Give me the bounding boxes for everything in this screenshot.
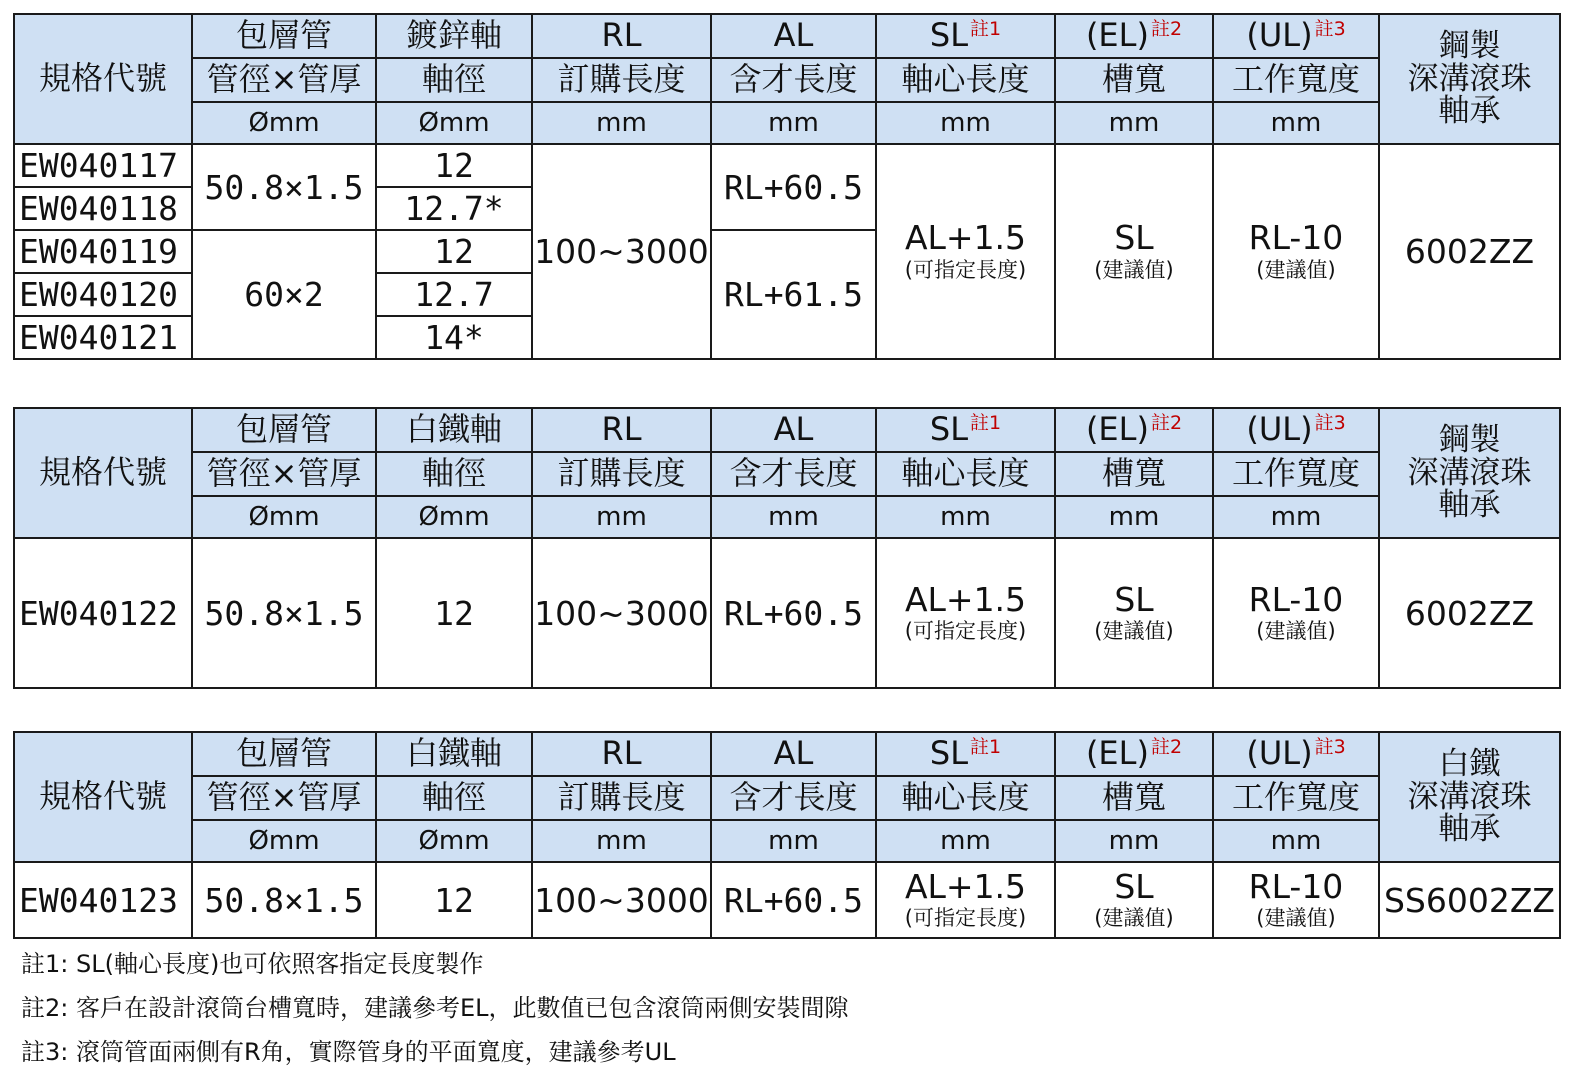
ul-cell: RL-10 (建議值) <box>1213 538 1379 688</box>
header-shaft-material: 白鐵軸 <box>376 732 532 776</box>
shaft-cell: 12 <box>376 144 532 187</box>
code-cell: EW040123 <box>14 862 192 938</box>
unit-tube: Ømm <box>192 496 376 538</box>
header-shaft-dim: 軸徑 <box>376 58 532 102</box>
note1-marker: 註1 <box>970 735 1002 758</box>
header-tube-dim: 管徑×管厚 <box>192 776 376 820</box>
sl-cell: AL+1.5 (可指定長度) <box>876 862 1055 938</box>
unit-al: mm <box>711 496 876 538</box>
header-al: AL <box>711 732 876 776</box>
header-ul-desc: 工作寬度 <box>1213 58 1379 102</box>
header-tube: 包層管 <box>192 14 376 58</box>
unit-shaft: Ømm <box>376 102 532 144</box>
rl-cell: 100~3000 <box>532 538 711 688</box>
al-cell: RL+60.5 <box>711 862 876 938</box>
code-cell: EW040122 <box>14 538 192 688</box>
bearing-cell: SS6002ZZ <box>1379 862 1560 938</box>
unit-al: mm <box>711 102 876 144</box>
footnotes <box>21 942 849 1074</box>
header-ul: (UL) $^{註3}$ <box>1213 732 1379 776</box>
shaft-cell: 12 <box>376 230 532 273</box>
header-ul: (UL) $^{註3}$ <box>1213 408 1379 452</box>
unit-sl: mm <box>876 820 1055 862</box>
header-shaft-dim: 軸徑 <box>376 776 532 820</box>
shaft-cell: 12.7* <box>376 187 532 230</box>
header-shaft-material: 鍍鋅軸 <box>376 14 532 58</box>
al-cell: RL+61.5 <box>711 230 876 359</box>
rl-cell: 100~3000 <box>532 862 711 938</box>
header-code: 規格代號 <box>14 14 192 144</box>
header-ul-desc: 工作寬度 <box>1213 776 1379 820</box>
header-sl: SL $^{註1}$ <box>876 408 1055 452</box>
header-al-desc: 含才長度 <box>711 58 876 102</box>
header-ul: (UL) $^{註3}$ <box>1213 14 1379 58</box>
bearing-cell: 6002ZZ <box>1379 538 1560 688</box>
ul-cell: RL-10 (建議值) <box>1213 144 1379 359</box>
shaft-cell: 12 <box>376 538 532 688</box>
unit-sl: mm <box>876 102 1055 144</box>
header-bearing: 鋼製 深溝滾珠 軸承 <box>1379 14 1560 144</box>
el-cell: SL (建議值) <box>1055 862 1213 938</box>
code-cell: EW040118 <box>14 187 192 230</box>
header-el: (EL) $^{註2}$ <box>1055 732 1213 776</box>
header-sl-desc: 軸心長度 <box>876 776 1055 820</box>
unit-rl: mm <box>532 496 711 538</box>
header-tube: 包層管 <box>192 732 376 776</box>
unit-el: mm <box>1055 496 1213 538</box>
header-sl: SL $^{註1}$ <box>876 14 1055 58</box>
al-cell: RL+60.5 <box>711 538 876 688</box>
spec-table-2 <box>13 407 1561 689</box>
bearing-cell: 6002ZZ <box>1379 144 1560 359</box>
tube-dim-cell: 50.8×1.5 <box>192 144 376 230</box>
header-rl: RL <box>532 732 711 776</box>
note3-marker: 註3 <box>1314 411 1346 434</box>
header-bearing: 鋼製 深溝滾珠 軸承 <box>1379 408 1560 538</box>
shaft-cell: 12 <box>376 862 532 938</box>
footnote-2: 註2: 客戶在設計滾筒台槽寬時，建議參考EL，此數值已包含滾筒兩側安裝間隙 <box>21 994 849 1022</box>
code-cell: EW040121 <box>14 316 192 359</box>
header-shaft-dim: 軸徑 <box>376 452 532 496</box>
header-al: AL <box>711 408 876 452</box>
unit-ul: mm <box>1213 496 1379 538</box>
unit-rl: mm <box>532 102 711 144</box>
header-al-desc: 含才長度 <box>711 776 876 820</box>
header-ul-desc: 工作寬度 <box>1213 452 1379 496</box>
spec-table-1 <box>13 13 1561 360</box>
code-cell: EW040119 <box>14 230 192 273</box>
rl-cell: 100~3000 <box>532 144 711 359</box>
header-rl: RL <box>532 408 711 452</box>
note2-marker: 註2 <box>1150 735 1183 758</box>
note2-marker: 註2 <box>1150 17 1183 40</box>
header-el-desc: 槽寬 <box>1055 776 1213 820</box>
header-rl-desc: 訂購長度 <box>532 776 711 820</box>
header-rl: RL <box>532 14 711 58</box>
note1-marker: 註1 <box>970 411 1002 434</box>
header-code: 規格代號 <box>14 732 192 862</box>
unit-al: mm <box>711 820 876 862</box>
header-el-desc: 槽寬 <box>1055 452 1213 496</box>
note3-marker: 註3 <box>1314 735 1346 758</box>
note3-marker: 註3 <box>1314 17 1346 40</box>
sl-cell: AL+1.5 (可指定長度) <box>876 144 1055 359</box>
shaft-cell: 14* <box>376 316 532 359</box>
el-cell: SL (建議值) <box>1055 538 1213 688</box>
note2-marker: 註2 <box>1150 411 1183 434</box>
unit-ul: mm <box>1213 102 1379 144</box>
sl-cell: AL+1.5 (可指定長度) <box>876 538 1055 688</box>
header-el-desc: 槽寬 <box>1055 58 1213 102</box>
header-sl: SL $^{註1}$ <box>876 732 1055 776</box>
note1-marker: 註1 <box>970 17 1002 40</box>
shaft-cell: 12.7 <box>376 273 532 316</box>
header-tube-dim: 管徑×管厚 <box>192 452 376 496</box>
unit-el: mm <box>1055 102 1213 144</box>
footnote-3: 註3: 滾筒管面兩側有R角，實際管身的平面寬度，建議參考UL <box>21 1038 676 1066</box>
header-rl-desc: 訂購長度 <box>532 58 711 102</box>
tube-dim-cell: 60×2 <box>192 230 376 359</box>
header-sl-desc: 軸心長度 <box>876 58 1055 102</box>
header-shaft-material: 白鐵軸 <box>376 408 532 452</box>
unit-rl: mm <box>532 820 711 862</box>
footnote-1: 註1: SL(軸心長度)也可依照客指定長度製作 <box>21 950 484 978</box>
el-cell: SL (建議值) <box>1055 144 1213 359</box>
al-cell: RL+60.5 <box>711 144 876 230</box>
code-cell: EW040120 <box>14 273 192 316</box>
tube-dim-cell: 50.8×1.5 <box>192 862 376 938</box>
header-el: (EL) $^{註2}$ <box>1055 408 1213 452</box>
unit-ul: mm <box>1213 820 1379 862</box>
unit-shaft: Ømm <box>376 496 532 538</box>
header-al-desc: 含才長度 <box>711 452 876 496</box>
ul-cell: RL-10 (建議值) <box>1213 862 1379 938</box>
header-al: AL <box>711 14 876 58</box>
header-sl-desc: 軸心長度 <box>876 452 1055 496</box>
unit-shaft: Ømm <box>376 820 532 862</box>
header-tube-dim: 管徑×管厚 <box>192 58 376 102</box>
header-tube: 包層管 <box>192 408 376 452</box>
header-code: 規格代號 <box>14 408 192 538</box>
unit-tube: Ømm <box>192 820 376 862</box>
code-cell: EW040117 <box>14 144 192 187</box>
header-rl-desc: 訂購長度 <box>532 452 711 496</box>
unit-sl: mm <box>876 496 1055 538</box>
spec-table-3 <box>13 731 1561 939</box>
unit-el: mm <box>1055 820 1213 862</box>
tube-dim-cell: 50.8×1.5 <box>192 538 376 688</box>
unit-tube: Ømm <box>192 102 376 144</box>
header-bearing: 白鐵 深溝滾珠 軸承 <box>1379 732 1560 862</box>
header-el: (EL) $^{註2}$ <box>1055 14 1213 58</box>
